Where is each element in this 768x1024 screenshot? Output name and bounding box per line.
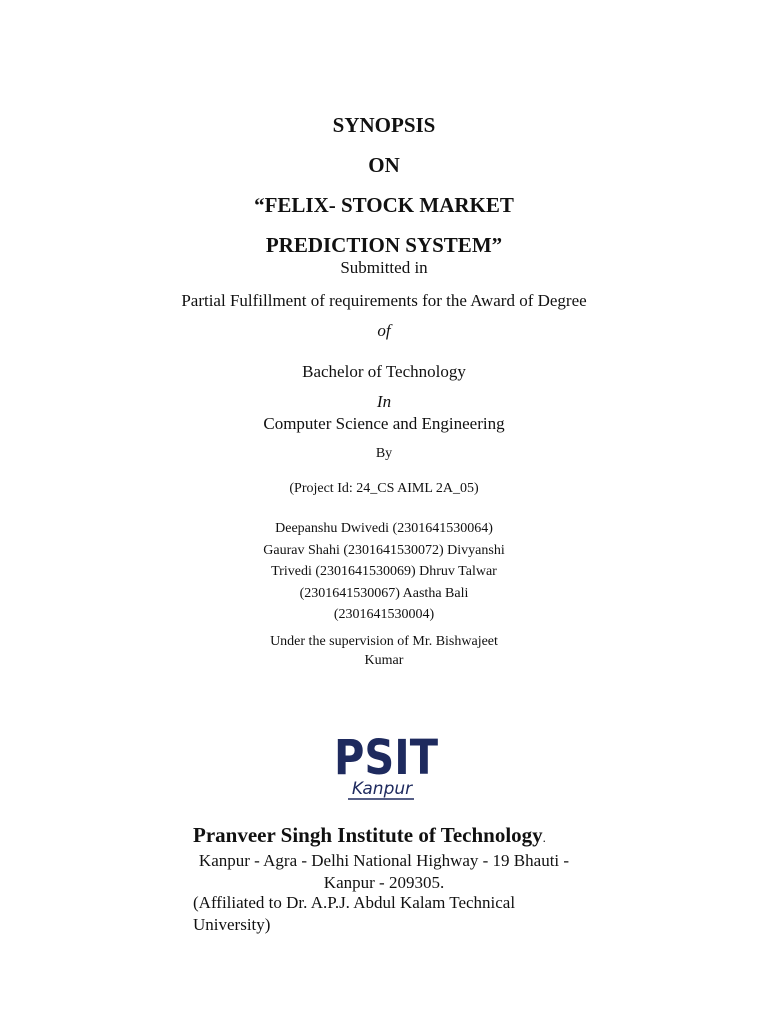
psit-logo: [332, 728, 442, 804]
by-text: By: [375, 446, 393, 461]
project-title-line-1: “FELIX- STOCK MARKET: [254, 193, 514, 217]
of-text: of: [377, 321, 391, 340]
supervisor-text: Under the supervision of Mr. Bishwajeet Kumar: [270, 634, 498, 668]
logo-sub-text: Kanpur: [351, 779, 413, 799]
degree-name: Bachelor of Technology: [302, 362, 466, 381]
institute-name-line: [193, 822, 546, 851]
title-on: ON: [368, 153, 400, 177]
institute-name: Pranveer Singh Institute of Technology: [193, 823, 543, 847]
in-text: In: [376, 392, 392, 411]
institute-affiliation: (Affiliated to Dr. A.P.J. Abdul Kalam Technical University): [193, 893, 516, 934]
title-synopsis: SYNOPSIS: [332, 113, 436, 137]
project-title-line-2: PREDICTION SYSTEM”: [265, 233, 503, 257]
student-list: Deepanshu Dwivedi (2301641530064) Gaurav Shahi (2301641530072) Divyanshi Trivedi (2301641530069) Dhruv Talwar (2301641530067) Aastha Bali (2301641530004): [263, 521, 505, 622]
partial-fulfillment-text: Partial Fulfillment of requirements for the Award of Degree: [181, 291, 587, 310]
institute-address: Kanpur - Agra - Delhi National Highway - 19 Bhauti - Kanpur - 209305.: [198, 851, 570, 892]
submitted-in-text: Submitted in: [340, 258, 428, 277]
project-id: (Project Id: 24_CS AIML 2A_05): [289, 481, 479, 496]
branch-name: Computer Science and Engineering: [263, 414, 505, 433]
logo-main-text: PSIT: [334, 730, 439, 786]
institute-name-period: .: [542, 830, 546, 845]
